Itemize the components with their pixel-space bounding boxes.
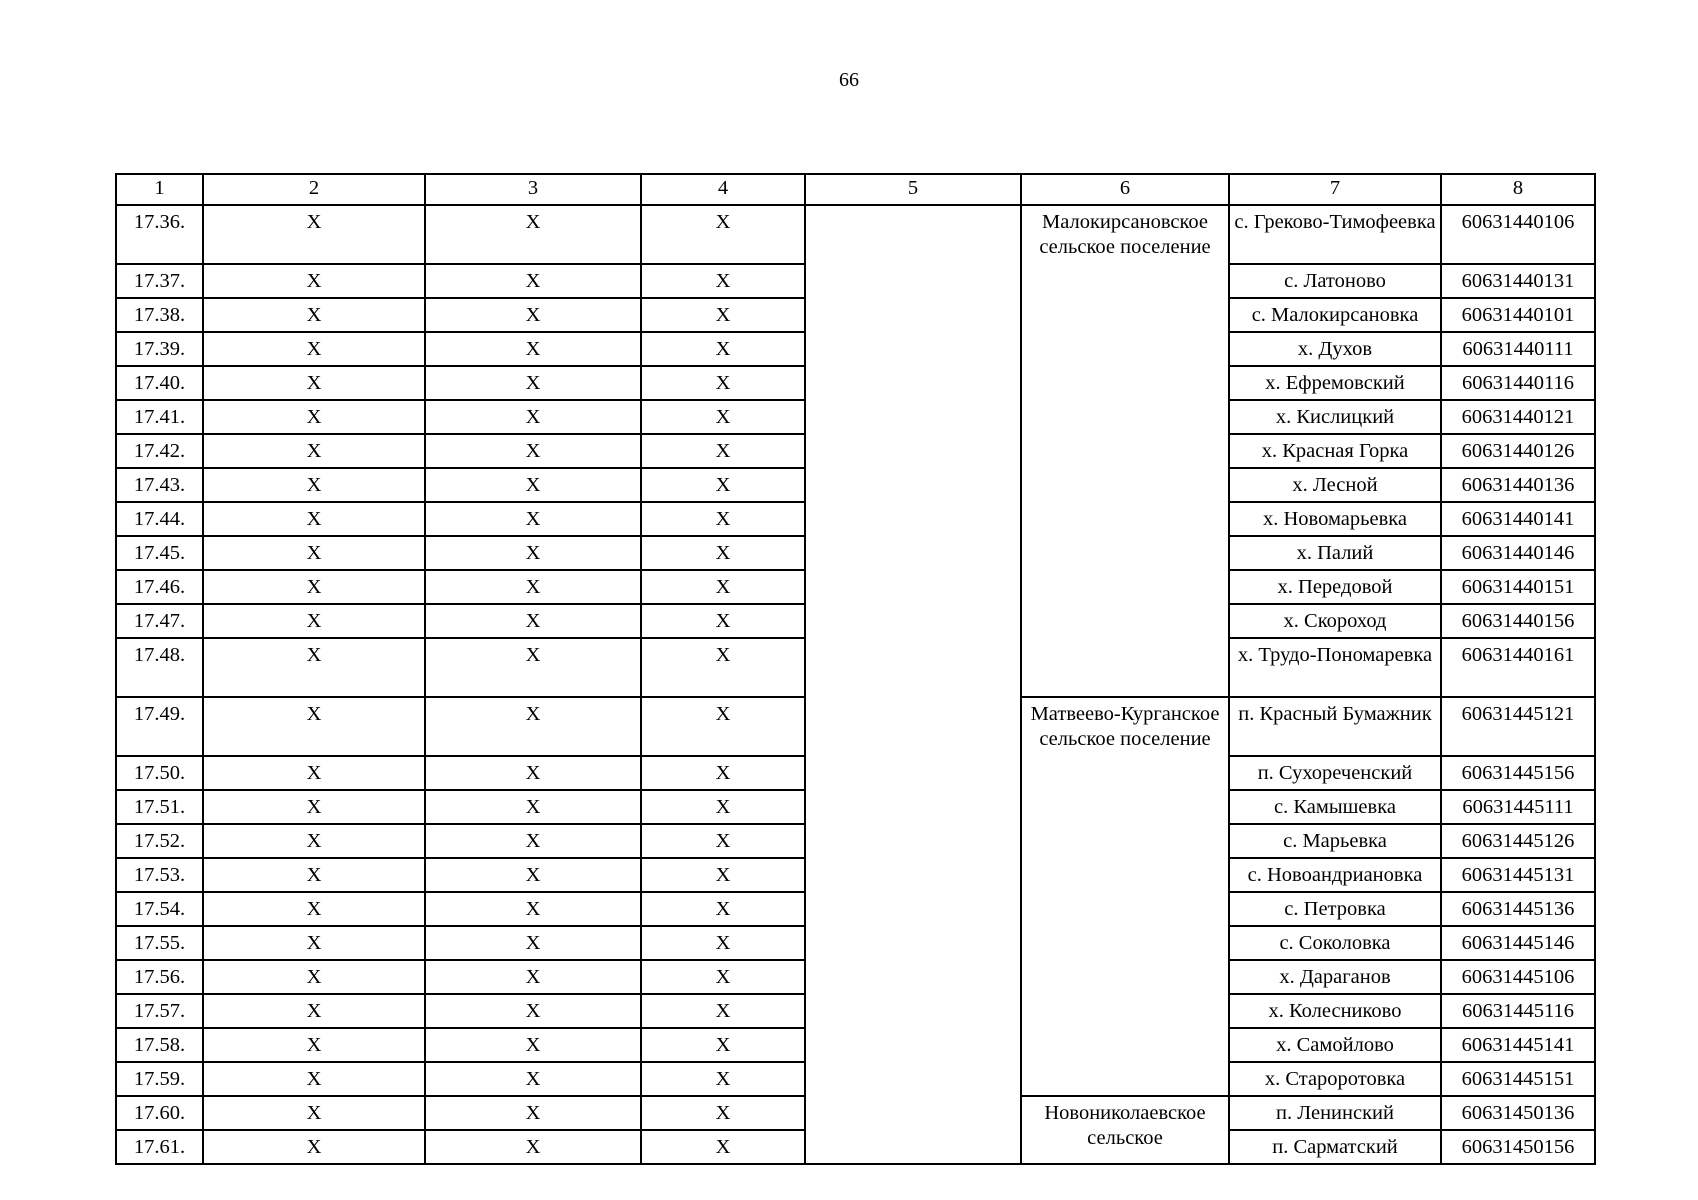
locality-cell: п. Сарматский xyxy=(1229,1130,1441,1164)
locality-cell: с. Петровка xyxy=(1229,892,1441,926)
oktmo-code-cell: 60631450156 xyxy=(1441,1130,1595,1164)
table-header-row xyxy=(116,174,1595,205)
locality-cell: х. Кислицкий xyxy=(1229,400,1441,434)
row-number: 17.43. xyxy=(116,468,203,502)
cell-col4: X xyxy=(641,366,805,400)
locality-cell: п. Красный Бумажник xyxy=(1229,697,1441,756)
cell-col3: X xyxy=(425,536,641,570)
cell-col2: X xyxy=(203,468,425,502)
locality-cell: х. Дараганов xyxy=(1229,960,1441,994)
oktmo-code-cell: 60631445151 xyxy=(1441,1062,1595,1096)
locality-cell: с. Греково-Тимофеевка xyxy=(1229,205,1441,264)
row-number: 17.38. xyxy=(116,298,203,332)
cell-col2: X xyxy=(203,824,425,858)
oktmo-code-cell: 60631440146 xyxy=(1441,536,1595,570)
oktmo-code-cell: 60631440156 xyxy=(1441,604,1595,638)
cell-col2: X xyxy=(203,1062,425,1096)
oktmo-code-cell: 60631445136 xyxy=(1441,892,1595,926)
cell-col4: X xyxy=(641,1130,805,1164)
cell-col3: X xyxy=(425,756,641,790)
cell-col4: X xyxy=(641,536,805,570)
locality-cell: х. Палий xyxy=(1229,536,1441,570)
cell-col2: X xyxy=(203,332,425,366)
row-number: 17.49. xyxy=(116,697,203,756)
oktmo-code-cell: 60631440131 xyxy=(1441,264,1595,298)
row-number: 17.41. xyxy=(116,400,203,434)
cell-col2: X xyxy=(203,1096,425,1130)
cell-col3: X xyxy=(425,502,641,536)
cell-col4: X xyxy=(641,824,805,858)
cell-col4: X xyxy=(641,892,805,926)
locality-cell: с. Камышевка xyxy=(1229,790,1441,824)
oktmo-code-cell: 60631440121 xyxy=(1441,400,1595,434)
cell-col3: X xyxy=(425,697,641,756)
locality-cell: х. Духов xyxy=(1229,332,1441,366)
row-number: 17.42. xyxy=(116,434,203,468)
cell-col2: X xyxy=(203,366,425,400)
oktmo-code-cell: 60631440151 xyxy=(1441,570,1595,604)
cell-col2: X xyxy=(203,1130,425,1164)
cell-col2: X xyxy=(203,1028,425,1062)
cell-col4: X xyxy=(641,756,805,790)
cell-col2: X xyxy=(203,536,425,570)
column-header: 6 xyxy=(1021,174,1229,205)
cell-col2: X xyxy=(203,205,425,264)
locality-cell: х. Скороход xyxy=(1229,604,1441,638)
cell-col4: X xyxy=(641,604,805,638)
cell-col2: X xyxy=(203,994,425,1028)
cell-col4: X xyxy=(641,264,805,298)
row-number: 17.58. xyxy=(116,1028,203,1062)
locality-cell: х. Трудо-Пономаревка xyxy=(1229,638,1441,697)
row-number: 17.47. xyxy=(116,604,203,638)
locality-cell: с. Новоандриановка xyxy=(1229,858,1441,892)
row-number: 17.45. xyxy=(116,536,203,570)
oktmo-code-cell: 60631445106 xyxy=(1441,960,1595,994)
cell-col2: X xyxy=(203,697,425,756)
oktmo-code-cell: 60631440116 xyxy=(1441,366,1595,400)
oktmo-code-cell: 60631440126 xyxy=(1441,434,1595,468)
cell-col3: X xyxy=(425,1130,641,1164)
column-header: 3 xyxy=(425,174,641,205)
oktmo-code-cell: 60631445141 xyxy=(1441,1028,1595,1062)
oktmo-code-cell: 60631445146 xyxy=(1441,926,1595,960)
page-number: 66 xyxy=(839,69,859,91)
oktmo-code-cell: 60631440101 xyxy=(1441,298,1595,332)
cell-col3: X xyxy=(425,858,641,892)
oktmo-code-cell: 60631440141 xyxy=(1441,502,1595,536)
cell-col3: X xyxy=(425,994,641,1028)
column-header: 1 xyxy=(116,174,203,205)
cell-col3: X xyxy=(425,400,641,434)
cell-col4: X xyxy=(641,790,805,824)
cell-col2: X xyxy=(203,960,425,994)
row-number: 17.37. xyxy=(116,264,203,298)
cell-col2: X xyxy=(203,858,425,892)
cell-col3: X xyxy=(425,604,641,638)
cell-col3: X xyxy=(425,638,641,697)
row-number: 17.46. xyxy=(116,570,203,604)
oktmo-code-cell: 60631445121 xyxy=(1441,697,1595,756)
cell-col2: X xyxy=(203,756,425,790)
column-header: 4 xyxy=(641,174,805,205)
cell-col2: X xyxy=(203,570,425,604)
locality-cell: х. Новомарьевка xyxy=(1229,502,1441,536)
locality-cell: х. Передовой xyxy=(1229,570,1441,604)
settlement-cell: Новониколаевское сельское xyxy=(1021,1096,1229,1164)
cell-col2: X xyxy=(203,434,425,468)
cell-col3: X xyxy=(425,332,641,366)
row-number: 17.60. xyxy=(116,1096,203,1130)
column-header: 5 xyxy=(805,174,1021,205)
cell-col4: X xyxy=(641,994,805,1028)
cell-col3: X xyxy=(425,960,641,994)
table-row xyxy=(116,205,1595,264)
cell-col4: X xyxy=(641,960,805,994)
row-number: 17.36. xyxy=(116,205,203,264)
cell-col4: X xyxy=(641,1062,805,1096)
cell-col3: X xyxy=(425,1062,641,1096)
row-number: 17.53. xyxy=(116,858,203,892)
row-number: 17.57. xyxy=(116,994,203,1028)
locality-cell: х. Колесниково xyxy=(1229,994,1441,1028)
locality-cell: х. Красная Горка xyxy=(1229,434,1441,468)
row-number: 17.54. xyxy=(116,892,203,926)
cell-col3: X xyxy=(425,205,641,264)
oktmo-code-cell: 60631445116 xyxy=(1441,994,1595,1028)
locality-cell: х. Староротовка xyxy=(1229,1062,1441,1096)
column-header: 8 xyxy=(1441,174,1595,205)
cell-col4: X xyxy=(641,205,805,264)
row-number: 17.40. xyxy=(116,366,203,400)
cell-col3: X xyxy=(425,264,641,298)
locality-cell: с. Марьевка xyxy=(1229,824,1441,858)
cell-col4: X xyxy=(641,638,805,697)
column-5-blank-cell xyxy=(805,205,1021,1164)
cell-col4: X xyxy=(641,570,805,604)
locality-cell: с. Соколовка xyxy=(1229,926,1441,960)
oktmo-code-cell: 60631445111 xyxy=(1441,790,1595,824)
cell-col4: X xyxy=(641,332,805,366)
locality-cell: с. Латоново xyxy=(1229,264,1441,298)
oktmo-code-cell: 60631440161 xyxy=(1441,638,1595,697)
cell-col2: X xyxy=(203,502,425,536)
cell-col2: X xyxy=(203,638,425,697)
oktmo-code-cell: 60631445131 xyxy=(1441,858,1595,892)
cell-col4: X xyxy=(641,400,805,434)
locality-cell: п. Сухореченский xyxy=(1229,756,1441,790)
column-header: 7 xyxy=(1229,174,1441,205)
row-number: 17.50. xyxy=(116,756,203,790)
row-number: 17.59. xyxy=(116,1062,203,1096)
row-number: 17.39. xyxy=(116,332,203,366)
row-number: 17.55. xyxy=(116,926,203,960)
cell-col3: X xyxy=(425,468,641,502)
cell-col3: X xyxy=(425,926,641,960)
cell-col2: X xyxy=(203,790,425,824)
cell-col3: X xyxy=(425,434,641,468)
oktmo-code-cell: 60631450136 xyxy=(1441,1096,1595,1130)
row-number: 17.51. xyxy=(116,790,203,824)
cell-col2: X xyxy=(203,298,425,332)
cell-col3: X xyxy=(425,824,641,858)
column-header: 2 xyxy=(203,174,425,205)
cell-col3: X xyxy=(425,570,641,604)
oktmo-code-cell: 60631440111 xyxy=(1441,332,1595,366)
row-number: 17.56. xyxy=(116,960,203,994)
cell-col4: X xyxy=(641,858,805,892)
cell-col4: X xyxy=(641,502,805,536)
cell-col2: X xyxy=(203,264,425,298)
cell-col3: X xyxy=(425,790,641,824)
cell-col4: X xyxy=(641,926,805,960)
cell-col4: X xyxy=(641,697,805,756)
cell-col2: X xyxy=(203,400,425,434)
cell-col4: X xyxy=(641,1096,805,1130)
settlement-cell: Матвеево-Курганское сельское поселение xyxy=(1021,697,1229,1096)
cell-col2: X xyxy=(203,926,425,960)
cell-col4: X xyxy=(641,434,805,468)
row-number: 17.52. xyxy=(116,824,203,858)
oktmo-code-cell: 60631440136 xyxy=(1441,468,1595,502)
cell-col3: X xyxy=(425,1028,641,1062)
row-number: 17.48. xyxy=(116,638,203,697)
cell-col3: X xyxy=(425,366,641,400)
cell-col2: X xyxy=(203,892,425,926)
locality-cell: п. Ленинский xyxy=(1229,1096,1441,1130)
cell-col3: X xyxy=(425,298,641,332)
settlement-cell: Малокирсановское сельское поселение xyxy=(1021,205,1229,697)
row-number: 17.61. xyxy=(116,1130,203,1164)
oktmo-code-cell: 60631445126 xyxy=(1441,824,1595,858)
row-number: 17.44. xyxy=(116,502,203,536)
locality-cell: с. Малокирсановка xyxy=(1229,298,1441,332)
locality-cell: х. Самойлово xyxy=(1229,1028,1441,1062)
cell-col4: X xyxy=(641,1028,805,1062)
cell-col4: X xyxy=(641,468,805,502)
oktmo-code-cell: 60631440106 xyxy=(1441,205,1595,264)
cell-col3: X xyxy=(425,1096,641,1130)
cell-col4: X xyxy=(641,298,805,332)
oktmo-code-cell: 60631445156 xyxy=(1441,756,1595,790)
locality-cell: х. Лесной xyxy=(1229,468,1441,502)
cell-col3: X xyxy=(425,892,641,926)
locality-cell: х. Ефремовский xyxy=(1229,366,1441,400)
registry-table xyxy=(115,173,1596,1165)
cell-col2: X xyxy=(203,604,425,638)
